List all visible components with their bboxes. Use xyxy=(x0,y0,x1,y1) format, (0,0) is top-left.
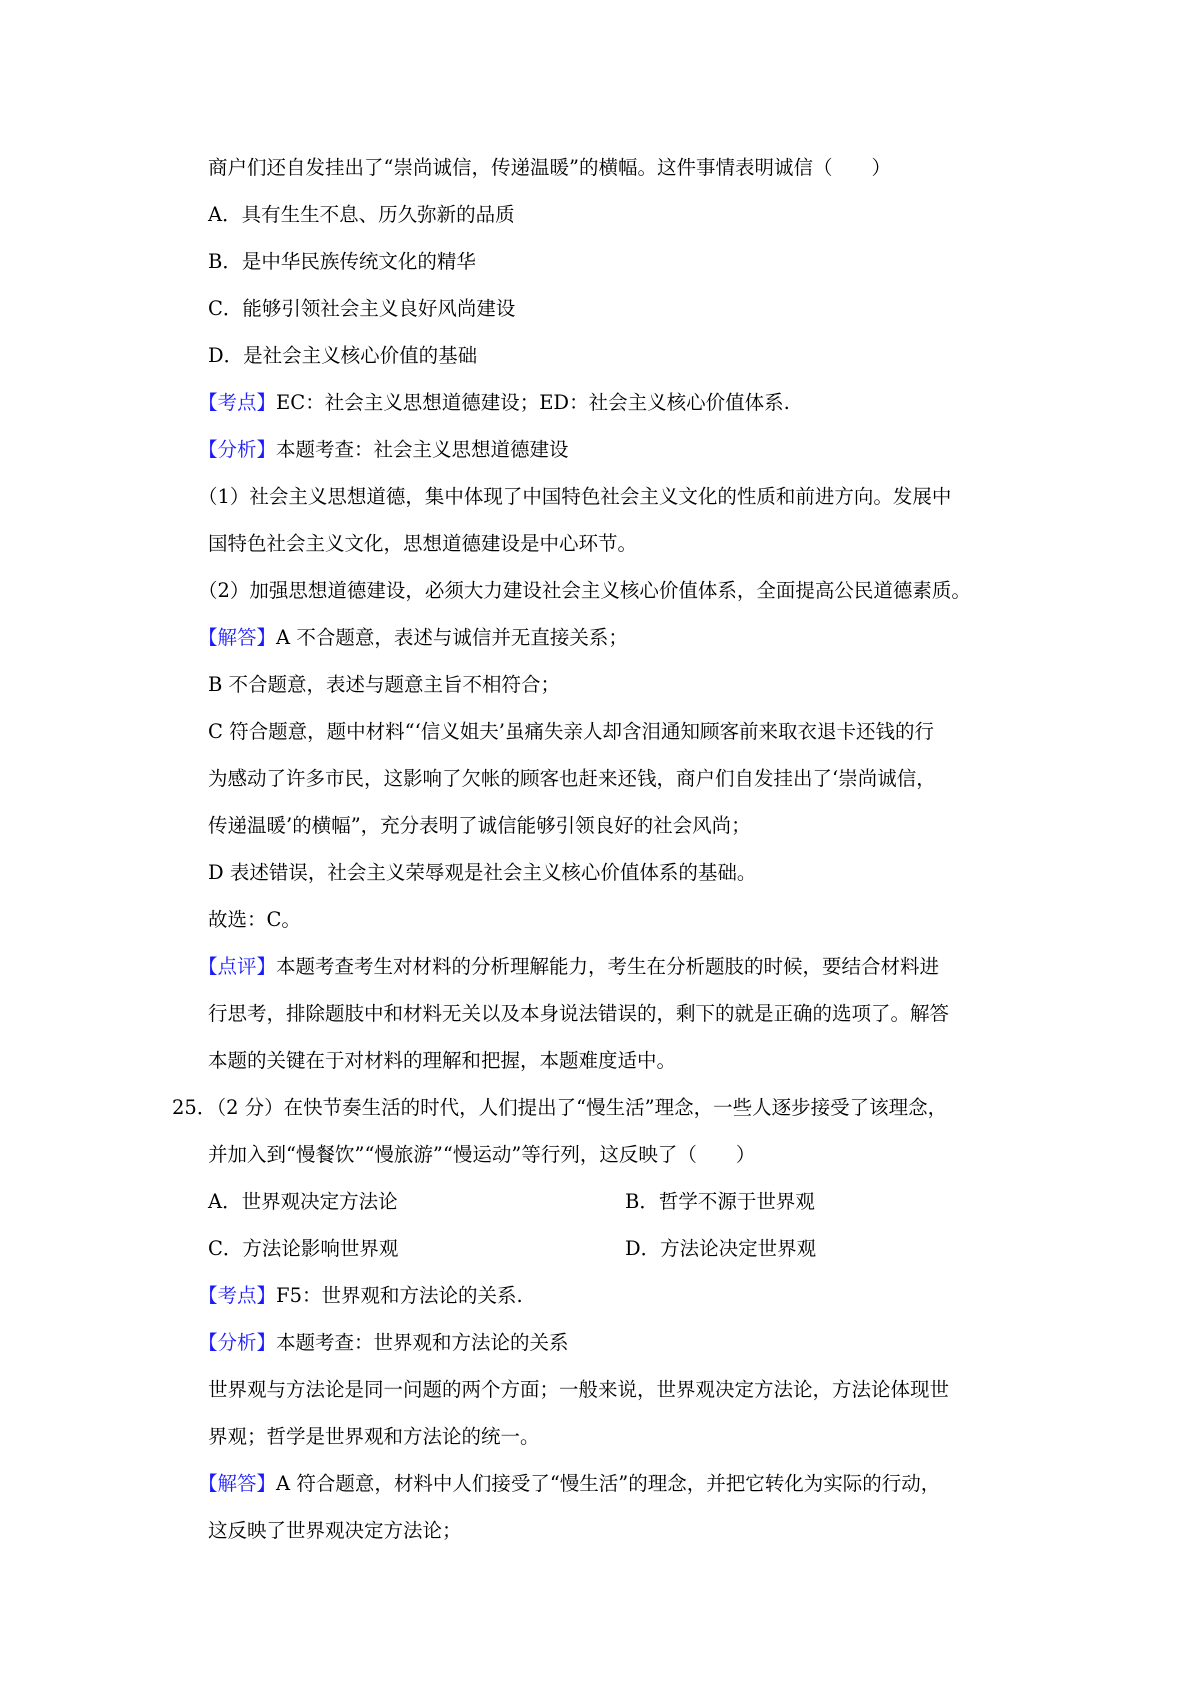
bracket-open: 【 xyxy=(198,1284,218,1307)
q24-option-c: C．能够引领社会主义良好风尚建设 xyxy=(208,297,516,320)
kaodian-text: F5：世界观和方法论的关系. xyxy=(276,1284,523,1307)
q25-kaodian xyxy=(198,1281,523,1311)
dianping-label: 点评 xyxy=(217,955,257,978)
bracket-open: 【 xyxy=(198,955,218,978)
bracket-close: 】 xyxy=(256,391,277,414)
q24-dianping xyxy=(198,952,939,982)
jieda-label: 解答 xyxy=(217,1472,257,1495)
q25-fenxi-line2: 界观；哲学是世界观和方法论的统一。 xyxy=(208,1425,540,1448)
bracket-open: 【 xyxy=(198,1331,218,1354)
q24-stem-tail: 商户们还自发挂出了“崇尚诚信，传递温暖”的横幅。这件事情表明诚信（ ） xyxy=(208,156,891,179)
kaodian-label: 考点 xyxy=(217,1284,257,1307)
q25-option-a: A．世界观决定方法论 xyxy=(208,1190,398,1213)
q24-jieda-c-line3: 传递温暖’的横幅”，充分表明了诚信能够引领良好的社会风尚； xyxy=(208,814,751,837)
fenxi-text: 本题考查：世界观和方法论的关系 xyxy=(276,1331,569,1354)
jieda-line1: A 符合题意，材料中人们接受了“慢生活”的理念，并把它转化为实际的行动， xyxy=(276,1472,941,1495)
q24-kaodian xyxy=(198,388,790,418)
fenxi-label: 分析 xyxy=(217,1331,257,1354)
q24-fenxi-p1-line2: 国特色社会主义文化，思想道德建设是中心环节。 xyxy=(208,532,638,555)
q25-stem-line1: （2 分）在快节奏生活的时代，人们提出了“慢生活”理念，一些人逐步接受了该理念， xyxy=(216,1096,948,1119)
q25-number-text: 25． xyxy=(172,1096,217,1119)
q25-jieda xyxy=(198,1469,940,1499)
q24-fenxi-p1-line1: （1）社会主义思想道德，集中体现了中国特色社会主义文化的性质和前进方向。发展中 xyxy=(198,485,952,508)
q25-stem-line2: 并加入到“慢餐饮”“慢旅游”“慢运动”等行列，这反映了（ ） xyxy=(208,1143,756,1166)
q24-option-b: B．是中华民族传统文化的精华 xyxy=(208,250,476,273)
kaodian-label: 考点 xyxy=(217,391,257,414)
bracket-close: 】 xyxy=(256,1472,277,1495)
q25-option-c: C．方法论影响世界观 xyxy=(208,1237,399,1260)
q25-number xyxy=(172,1093,947,1123)
dianping-line1: 本题考查考生对材料的分析理解能力，考生在分析题肢的时候，要结合材料进 xyxy=(276,955,940,978)
bracket-open: 【 xyxy=(198,626,218,649)
jieda-a: A 不合题意，表述与诚信并无直接关系； xyxy=(276,626,628,649)
bracket-close: 】 xyxy=(256,1284,277,1307)
q24-fenxi-p2: （2）加强思想道德建设，必须大力建设社会主义核心价值体系，全面提高公民道德素质。 xyxy=(198,579,971,602)
fenxi-label: 分析 xyxy=(217,438,257,461)
q25-option-d: D．方法论决定世界观 xyxy=(625,1237,817,1260)
q24-jieda-c-line2: 为感动了许多市民，这影响了欠帐的顾客也赶来还钱，商户们自发挂出了‘崇尚诚信， xyxy=(208,767,936,790)
bracket-close: 】 xyxy=(256,626,277,649)
q24-jieda-d: D 表述错误，社会主义荣辱观是社会主义核心价值体系的基础。 xyxy=(208,861,757,884)
q24-jieda-b: B 不合题意，表述与题意主旨不相符合； xyxy=(208,673,561,696)
q24-option-d: D．是社会主义核心价值的基础 xyxy=(208,344,478,367)
bracket-close: 】 xyxy=(256,1331,277,1354)
bracket-open: 【 xyxy=(198,391,218,414)
q24-jieda-c-line1: C 符合题意，题中材料“‘信义姐夫’虽痛失亲人却含泪通知顾客前来取衣退卡还钱的行 xyxy=(208,720,934,743)
q24-option-a: A．具有生生不息、历久弥新的品质 xyxy=(208,203,515,226)
fenxi-text: 本题考查：社会主义思想道德建设 xyxy=(276,438,569,461)
bracket-close: 】 xyxy=(256,955,277,978)
jieda-label: 解答 xyxy=(217,626,257,649)
q25-option-b: B．哲学不源于世界观 xyxy=(625,1190,815,1213)
bracket-close: 】 xyxy=(256,438,277,461)
q24-answer: 故选：C。 xyxy=(208,908,301,931)
q24-dianping-line3: 本题的关键在于对材料的理解和把握，本题难度适中。 xyxy=(208,1049,677,1072)
q25-fenxi-line1: 世界观与方法论是同一问题的两个方面；一般来说，世界观决定方法论，方法论体现世 xyxy=(208,1378,950,1401)
q24-dianping-line2: 行思考，排除题肢中和材料无关以及本身说法错误的，剩下的就是正确的选项了。解答 xyxy=(208,1002,950,1025)
kaodian-text: EC：社会主义思想道德建设；ED：社会主义核心价值体系. xyxy=(276,391,790,414)
q25-fenxi xyxy=(198,1328,569,1358)
bracket-open: 【 xyxy=(198,1472,218,1495)
bracket-open: 【 xyxy=(198,438,218,461)
q24-jieda xyxy=(198,623,628,653)
q24-fenxi xyxy=(198,435,569,465)
q25-jieda-line2: 这反映了世界观决定方法论； xyxy=(208,1519,462,1542)
